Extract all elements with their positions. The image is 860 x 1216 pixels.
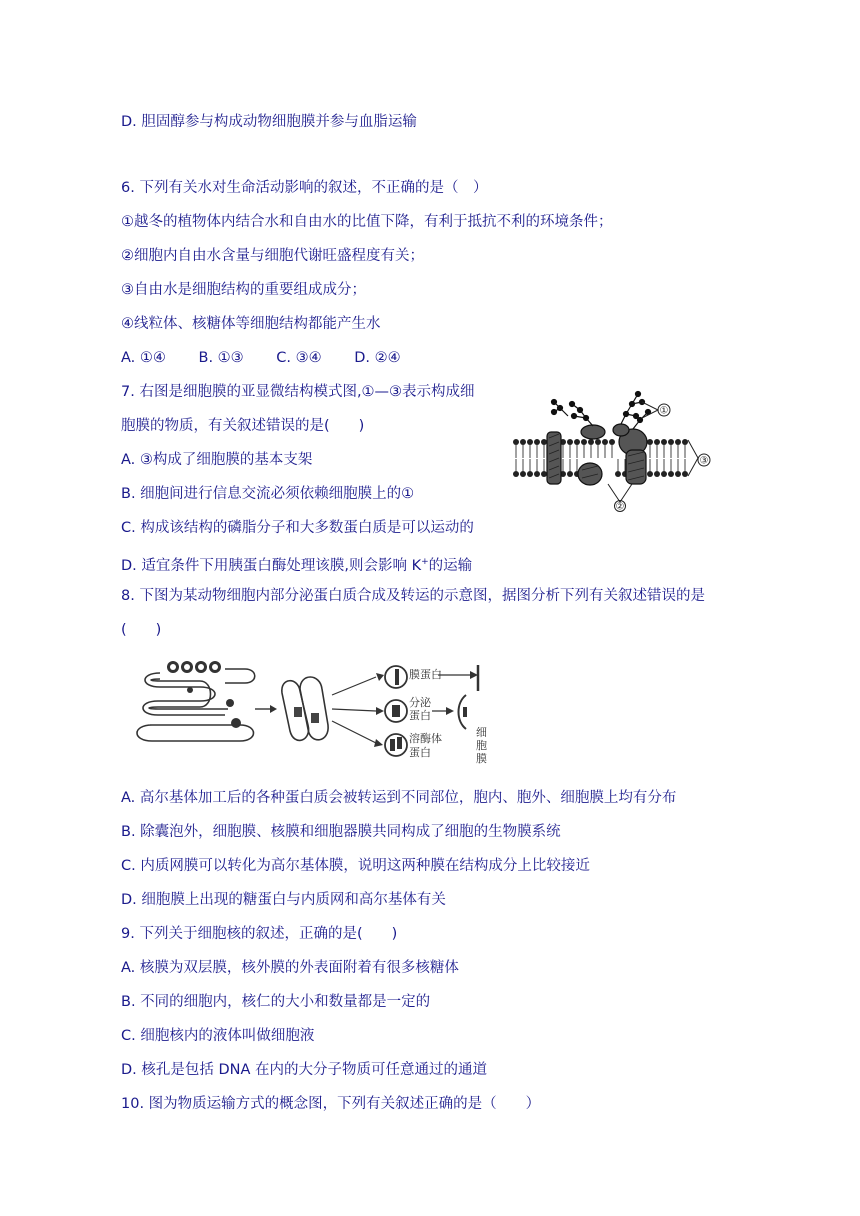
q9-option-c: C. 细胞核内的液体叫做细胞液: [121, 1028, 315, 1044]
label-membrane-protein: 膜蛋白: [409, 668, 442, 681]
q6-item-4: ④线粒体、核糖体等细胞结构都能产生水: [121, 316, 381, 332]
q9-option-d: D. 核孔是包括 DNA 在内的大分子物质可任意通过的通道: [121, 1062, 488, 1078]
membrane-mark-2: ②: [615, 501, 625, 512]
q8-option-c: C. 内质网膜可以转化为高尔基体膜，说明这两种膜在结构成分上比较接近: [121, 858, 590, 874]
membrane-mark-3: ③: [699, 455, 709, 467]
q7-option-d-text: D. 适宜条件下用胰蛋白酶处理该膜,则会影响 K: [121, 557, 422, 574]
q5-option-d: D. 胆固醇参与构成动物细胞膜并参与血脂运输: [121, 114, 417, 130]
q6-stem: 6. 下列有关水对生命活动影响的叙述，不正确的是（ ）: [121, 180, 488, 196]
label-cell-membrane-2: 胞: [476, 739, 487, 752]
q7-option-b: B. 细胞间进行信息交流必须依赖细胞膜上的①: [121, 486, 415, 502]
q7-option-d-sup: +: [421, 557, 429, 567]
q8-option-d: D. 细胞膜上出现的糖蛋白与内质网和高尔基体有关: [121, 892, 446, 908]
q7-option-d: [121, 552, 472, 576]
q7-stem-line1: 7. 右图是细胞膜的亚显微结构模式图,①—③表示构成细: [121, 384, 475, 400]
membrane-diagram: [508, 380, 713, 512]
secretory-diagram: [130, 655, 500, 773]
label-cell-membrane-3: 膜: [476, 752, 487, 765]
q8-stem-line1: 8. 下图为某动物细胞内部分泌蛋白质合成及转运的示意图，据图分析下列有关叙述错误的是: [121, 588, 705, 604]
q8-option-b: B. 除囊泡外，细胞膜、核膜和细胞器膜共同构成了细胞的生物膜系统: [121, 824, 561, 840]
q9-option-b: B. 不同的细胞内，核仁的大小和数量都是一定的: [121, 994, 431, 1010]
q7-option-c: C. 构成该结构的磷脂分子和大多数蛋白质是可以运动的: [121, 520, 474, 536]
q7-option-d-tail: 的运输: [428, 557, 473, 574]
label-secretory-2: 蛋白: [409, 709, 431, 722]
q6-item-2: ②细胞内自由水含量与细胞代谢旺盛程度有关；: [121, 248, 424, 264]
q8-option-a: A. 高尔基体加工后的各种蛋白质会被转运到不同部位，胞内、胞外、细胞膜上均有分布: [121, 790, 677, 806]
membrane-mark-1: ①: [659, 405, 669, 417]
q7-option-a: A. ③构成了细胞膜的基本支架: [121, 452, 313, 468]
label-lysosome-2: 蛋白: [409, 746, 431, 759]
label-lysosome-1: 溶酶体: [409, 732, 442, 745]
q6-option-a: A. ①④: [121, 350, 166, 366]
label-cell-membrane-1: 细: [476, 726, 487, 739]
q7-stem-line2: 胞膜的物质，有关叙述错误的是( ): [121, 418, 365, 434]
q6-item-1: ①越冬的植物体内结合水和自由水的比值下降，有利于抵抗不利的环境条件；: [121, 214, 613, 230]
q9-option-a: A. 核膜为双层膜，核外膜的外表面附着有很多核糖体: [121, 960, 459, 976]
q6-option-d: D. ②④: [354, 350, 401, 366]
q10-stem: 10. 图为物质运输方式的概念图，下列有关叙述正确的是（ ）: [121, 1096, 541, 1112]
secretory-pathway-figure: [130, 655, 500, 773]
q8-stem-line2: ( ): [121, 622, 162, 638]
q6-options: [121, 348, 429, 368]
q9-stem: 9. 下列关于细胞核的叙述，正确的是( ): [121, 926, 398, 942]
membrane-structure-figure: [508, 380, 713, 512]
q6-option-c: C. ③④: [276, 350, 322, 366]
q6-option-b: B. ①③: [198, 350, 244, 366]
q6-item-3: ③自由水是细胞结构的重要组成成分；: [121, 282, 366, 298]
label-secretory-1: 分泌: [409, 696, 431, 709]
